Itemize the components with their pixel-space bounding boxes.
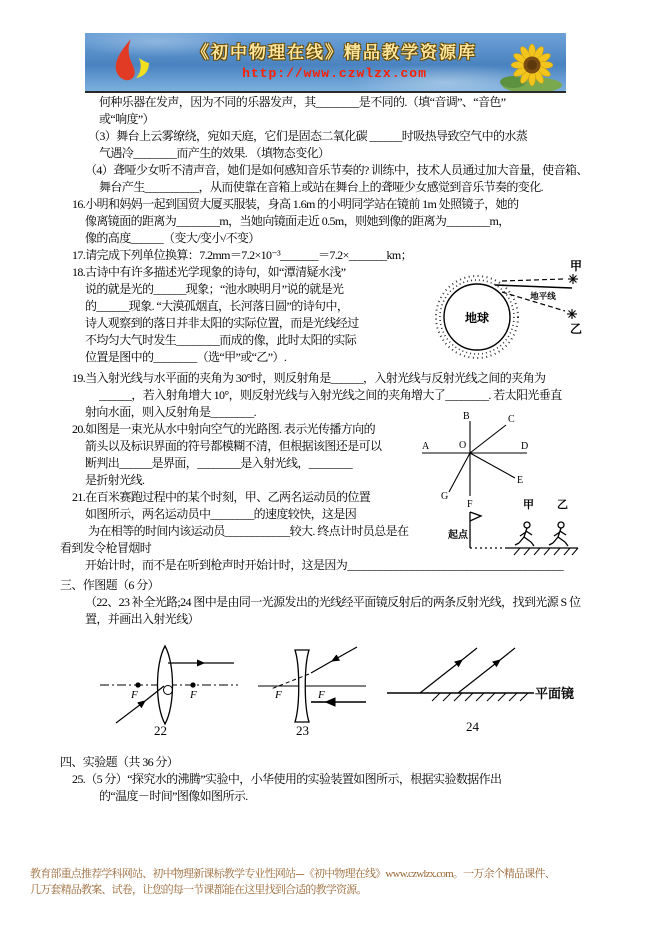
ray-label-a: A	[422, 441, 430, 452]
runner-a-label: 甲	[523, 499, 534, 511]
convex-lens-figure	[98, 640, 243, 738]
runner-a-icon	[515, 522, 534, 546]
question-line: （4）聋哑少女听不清声音，她们是如何感知音乐节奏的? 训练中，技术人员通过加大音量，使音箱、	[85, 163, 588, 177]
question-line: 置，并画出入射光线）	[85, 612, 200, 626]
question-line: 舞台产生__________，从而使靠在音箱上或站在舞台上的聋哑少女感觉到音乐节奏的变化.	[99, 180, 544, 194]
question-line: 气遇冷________而产生的效果. （填物态变化）	[99, 146, 330, 160]
question-line: 19.当入射光线与水平面的夹角为 30°时，则反射角是______，入射光线与反射光线之间的夹角为	[72, 371, 546, 385]
footer-line: 教育部重点推荐学科网站、初中物理新课标教学专业性网站---《初中物理在线》www.czwlzx.com。一万余个精品课件、	[30, 868, 555, 880]
earth-sunset-diagram	[430, 254, 608, 376]
race-diagram	[446, 490, 594, 566]
section-title-experiment: 四、实验题（共 36 分）	[60, 755, 179, 769]
question-line: 的______现象. “大漠孤烟直，长河落日圆”的诗句中，	[85, 299, 349, 313]
question-line: （3）舞台上云雾缭绕，宛如天庭，它们是固态二氧化碳 ______时吸热导致空气中的水蒸	[88, 129, 528, 143]
question-line: 如图所示，两名运动员中________的速度较快，这是因	[85, 507, 357, 521]
question-line: 16.小明和妈妈一起到国贸大厦买服装，身高 1.6m 的小明同学站在镜前 1m 处照镜子，她的	[72, 197, 519, 211]
ray-label-o: O	[459, 440, 467, 451]
question-line: 21.在百米赛跑过程中的某个时刻，甲、乙两名运动员的位置	[72, 490, 371, 504]
footer-note	[30, 866, 638, 898]
question-line: 是折射光线.	[85, 473, 145, 487]
start-label: 起点	[448, 530, 468, 541]
question-line: 17.请完成下列单位换算：7.2mm＝7.2×10⁻³_______＝7.2×_______km；	[72, 248, 413, 262]
question-line: 像离镜面的距离为________m，当她向镜面走近 0.5m，则她到像的距离为________m，	[85, 214, 510, 228]
sun-b-label: 乙	[569, 322, 583, 336]
focus-right-label: F	[190, 689, 197, 701]
question-line: 或“响度”）	[99, 112, 155, 126]
question-line: 20.如图是一束光从水中射向空气的光路图. 表示光传播方向的	[72, 422, 376, 436]
question-line: 位置是图中的________（选“甲”或“乙”）.	[85, 350, 287, 364]
concave-lens-figure	[258, 640, 373, 738]
focus-left-label: F	[275, 689, 282, 701]
question-line: 箭头以及标识界面的符号都模糊不清，但根据该图还是可以	[85, 439, 382, 453]
ray-label-d: D	[521, 441, 529, 452]
question-line: 18.古诗中有许多描述光学现象的诗句，如“潭清疑水浅”	[72, 265, 346, 279]
figure-22-number: 22	[154, 723, 167, 738]
horizon-label: 地平线	[530, 291, 556, 301]
runner-b-label: 乙	[557, 499, 568, 511]
question-line: 诗人观察到的落日并非太阳的实际位置，而是光线经过	[85, 316, 359, 330]
question-line: 25.（5 分）“探究水的沸腾”实验中，小华使用的实验装置如图所示，根据实验数据作出	[72, 772, 502, 786]
banner-title: 《初中物理在线》精品教学资源库	[192, 43, 477, 62]
question-line: 的“温度－时间”图像如图所示.	[99, 789, 248, 803]
figure-24-number: 24	[466, 719, 479, 734]
question-line: 为在相等的时间内该运动员____________较大. 终点计时员总是在	[88, 524, 409, 538]
question-line: 何种乐器在发声，因为不同的乐器发声，其________是不同的.（填“音调”、“音色”	[99, 95, 506, 109]
mirror-label: 平面镜	[535, 686, 575, 701]
sun-icon	[567, 309, 577, 319]
ray-label-f: F	[467, 499, 473, 510]
focus-left-label: F	[131, 689, 138, 701]
question-line: 说的就是光的______现象；“池水映明月”说的就是光	[85, 282, 344, 296]
site-banner	[85, 33, 566, 93]
banner-url-link[interactable]: http://www.czwlzx.com	[242, 66, 427, 81]
question-line: （22、23 补全光路;24 图中是由同一光源发出的光线经平面镜反射后的两条反射光线，找到光源 S 位	[85, 595, 581, 609]
figure-23-number: 23	[296, 723, 309, 738]
focus-right-label: F	[318, 689, 325, 701]
sun-a-label: 甲	[569, 259, 583, 273]
footer-line: 几万套精品教案、试卷，让您的每一节课都能在这里找到合适的教学资源。	[30, 884, 367, 896]
plane-mirror-figure	[382, 645, 582, 735]
question-line: 断判出______是界面，________是入射光线，________	[85, 456, 353, 470]
section-title-drawing: 三、作图题（6 分）	[60, 578, 160, 592]
question-line: 射向水面，则入反射角是________.	[85, 405, 257, 419]
sun-icon	[568, 274, 578, 284]
start-flag-icon	[470, 512, 481, 548]
question-line: 看到发令枪冒烟时	[60, 541, 152, 555]
question-line: 不均匀大气时发生________而成的像，此时太阳的实际	[85, 333, 357, 347]
question-line: 开始计时，而不是在听到枪声时开始计时，这是因为________________________________________	[85, 558, 564, 572]
ray-label-c: C	[508, 414, 515, 425]
ray-label-b: B	[463, 411, 470, 422]
ray-label-e: E	[517, 475, 524, 486]
sunflower-icon	[500, 41, 564, 91]
earth-label: 地球	[464, 311, 490, 325]
runner-b-icon	[549, 522, 568, 546]
question-line: 像的高度______（变大/变小/不变）	[85, 231, 260, 245]
site-logo-icon	[99, 36, 159, 88]
question-line: ______，若入射角增大 10°，则反射光线与入射光线之间的夹角增大了________. 若太阳光垂直	[99, 388, 562, 402]
ray-label-g: G	[441, 491, 449, 502]
